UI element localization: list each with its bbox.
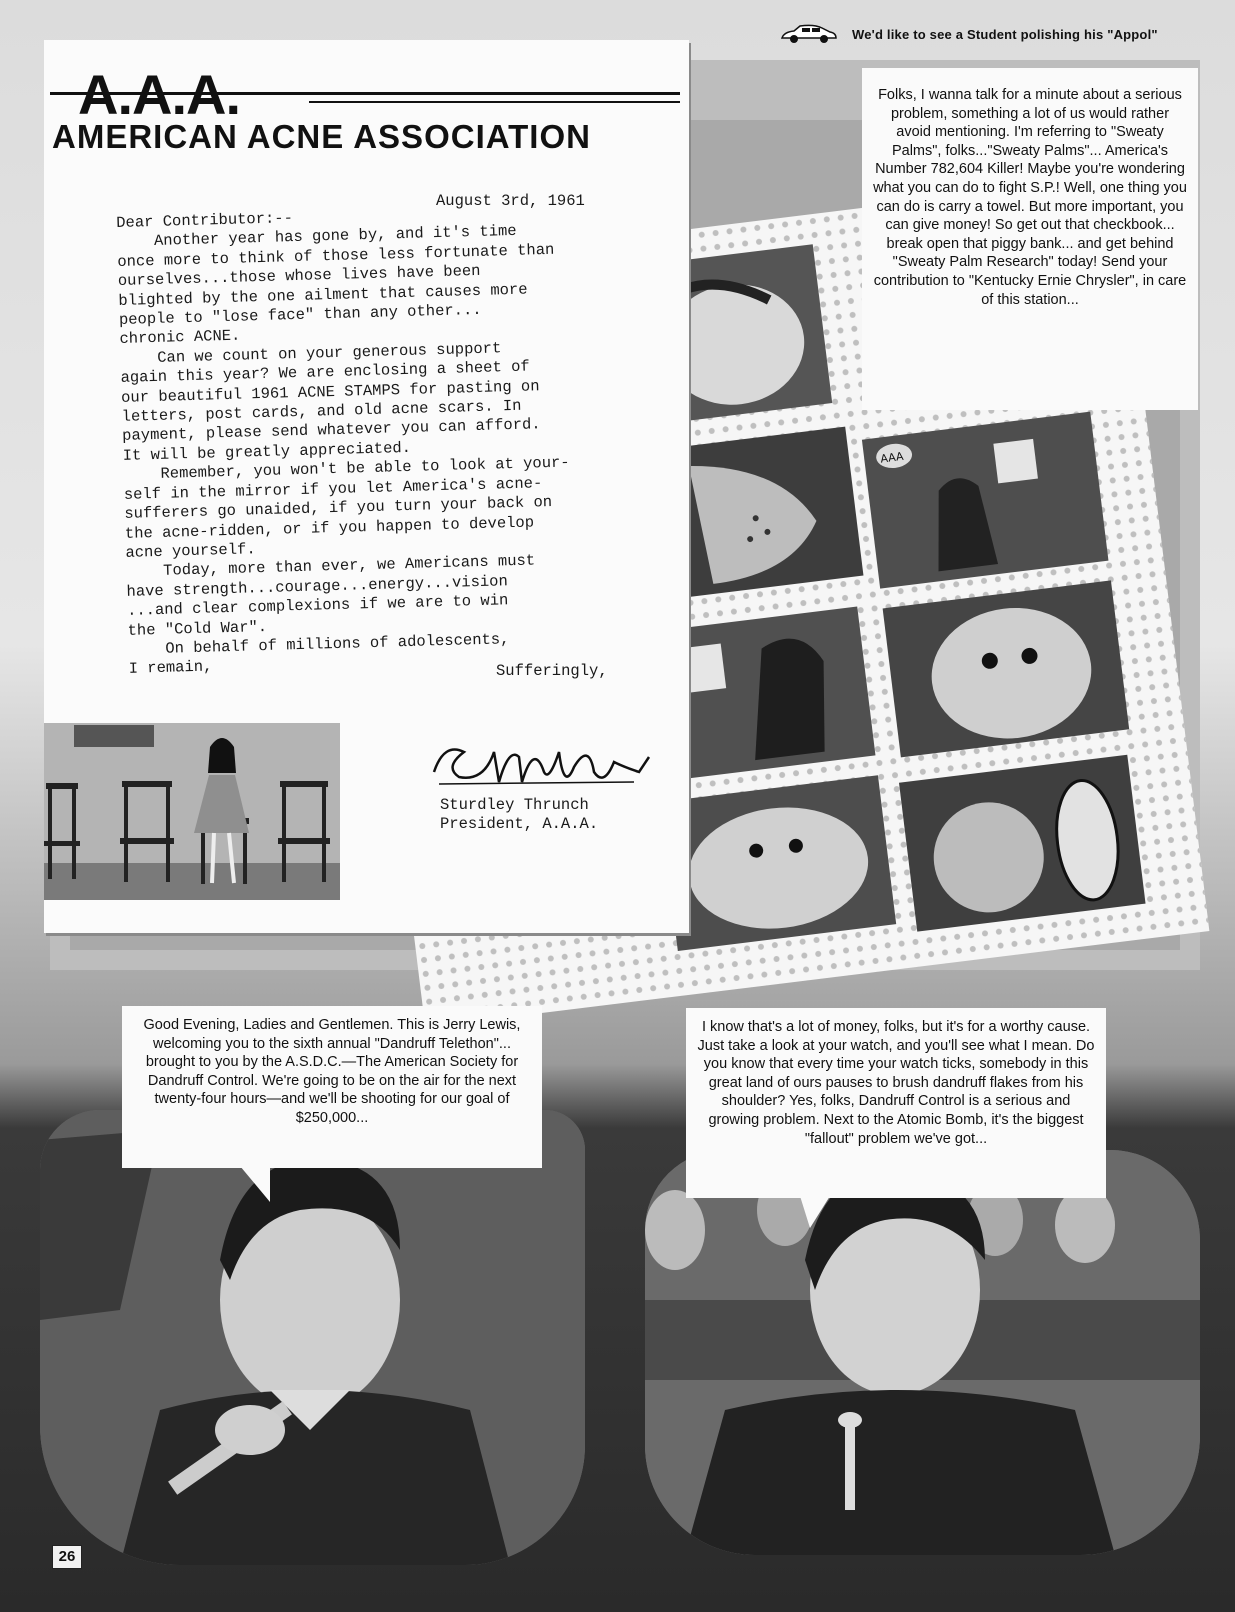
letter-subtitle: AMERICAN ACNE ASSOCIATION: [52, 118, 591, 155]
signer-title: President, A.A.A.: [440, 815, 599, 833]
title-rule-secondary: [309, 101, 680, 103]
stamp-couple-bag: [862, 412, 1109, 589]
stamp-crying: [883, 580, 1130, 757]
signature-image: [424, 712, 664, 802]
letter-date: August 3rd, 1961: [436, 192, 585, 210]
page-number: 26: [52, 1545, 82, 1569]
signer-name: Sturdley Thrunch: [440, 796, 589, 814]
letter-sheet: [44, 40, 689, 933]
letter-title: A.A.A.: [78, 63, 240, 126]
letter-closing: Sufferingly,: [496, 662, 608, 680]
signer-block: [440, 796, 598, 834]
speech-bubble-jerry-lewis: [122, 1006, 542, 1168]
waiting-room-illustration: [44, 723, 340, 900]
top-header: [780, 22, 1158, 46]
speech-bubble-dandruff: [686, 1008, 1106, 1198]
letter-body: Dear Contributor:-- Another year has gone by, and it's time once more to think of those less fortunate than ourselves...those whose lives have been blighted by the one ailment that causes more people to "lose face" than any other... chronic ACNE. Can we count on your generous support again this year? We are enclosing a sheet of our beautiful 1961 ACNE STAMPS for pasting on letters, post cards, and old acne scars. In payment, please send whatever you can afford. It will be greatly appreciated. Remember, you won't be able to look at your- self in the mirror if you let America's acne- sufferers go unaided, if you turn your back on the acne-ridden, or if you happen to develop acne yourself. Today, more than ever, we Americans must have strength...courage...energy...vision ...and clear complexions if we are to win the "Cold War". On behalf of millions of adolescents, I remain,: [116, 209, 570, 679]
car-icon: [780, 24, 838, 44]
bubble-text-jerry-lewis: Good Evening, Ladies and Gentlemen. This is Jerry Lewis, welcoming you to the sixth annual "Dandruff Telethon"... brought to you by the A.S.D.C.—The American Society for Dandruff Control. We're going to be on the air for the next twenty-four hours—and we'll be shooting for our goal of $250,000...: [143, 1017, 521, 1126]
bubble-tail-left: [240, 1166, 280, 1206]
bubble-tail-right: [800, 1196, 840, 1232]
bubble-text-dandruff: I know that's a lot of money, folks, but it's for a worthy cause. Just take a look at your watch, and you'll see what I mean. Do you know that every time your watch ticks, somebody in this great land of ours pauses to brush dandruff flakes from his shoulder? Yes, folks, Dandruff Control is a serious and growing problem. Next to the Atomic Bomb, it's the biggest "fallout" problem we've got...: [697, 1019, 1095, 1147]
speech-bubble-sweaty-palms: [862, 68, 1198, 410]
stamp-mirror: [899, 755, 1146, 932]
header-tagline: We'd like to see a Student polishing his "Appol": [852, 26, 1158, 42]
bubble-text-sweaty-palms: Folks, I wanna talk for a minute about a serious problem, something a lot of us would rather avoid mentioning. I'm referring to "Sweaty Palms", folks..."Sweaty Palms"... America's Number 782,604 Killer! Maybe you're wondering what you can do to fight S.P.! Well, one thing you can do is carry a towel. But more important, you can give money! So get out that checkbook... break open that piggy bank... and get behind "Sweaty Palm Research" today! Send your contribution to "Kentucky Ernie Chrysler", in care of this station...: [873, 87, 1187, 308]
tv-screen-jerry-lewis: [40, 1110, 585, 1565]
stamp-hands-face: [660, 775, 897, 951]
tv-screen-host: [645, 1150, 1200, 1555]
stamp-label: AAA: [879, 449, 905, 466]
